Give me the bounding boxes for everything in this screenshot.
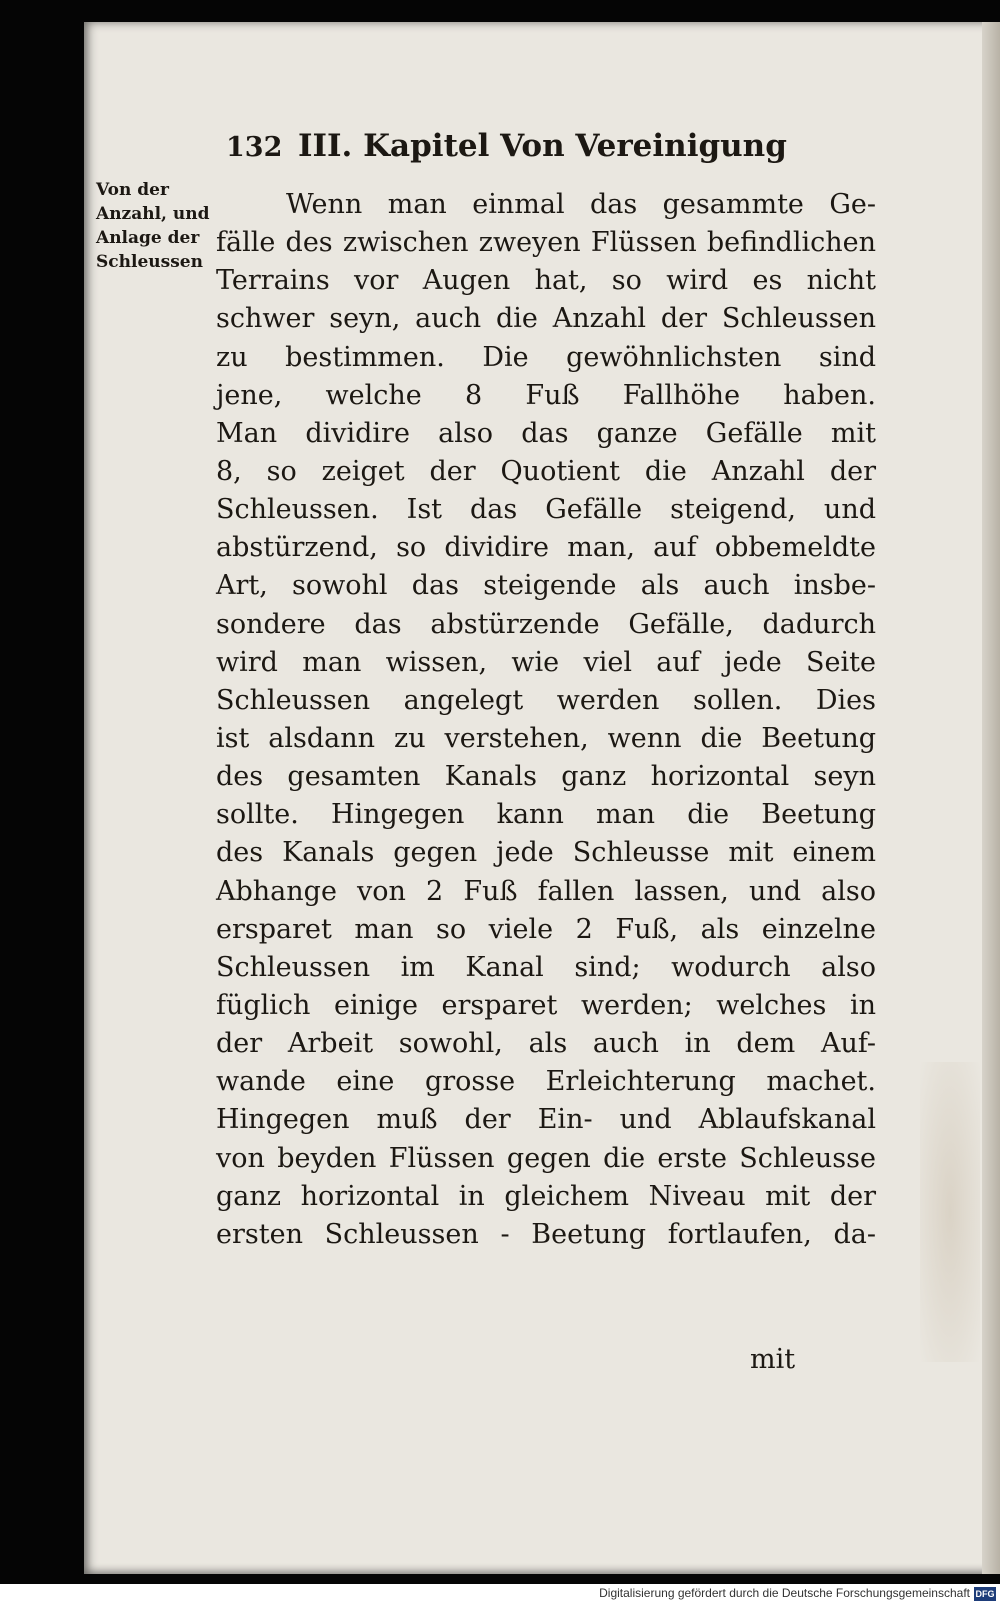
text-line: Hingegen muß der Ein- und Ablaufskanal: [216, 1104, 876, 1136]
text-line: schwer seyn, auch die Anzahl der Schleussen: [216, 303, 876, 335]
text-line: Schleussen angelegt werden sollen. Dies: [216, 684, 876, 716]
text-line: wande eine grosse Erleichterung machet.: [216, 1066, 876, 1098]
paper-stain: [920, 1062, 980, 1362]
text-line: ist alsdann zu verstehen, wenn die Beetung: [216, 722, 876, 754]
text-line: füglich einige ersparet werden; welches in: [216, 989, 876, 1021]
text-line: Abhange von 2 Fuß fallen lassen, und also: [216, 875, 876, 907]
text-line: zu bestimmen. Die gewöhnlichsten sind: [216, 341, 876, 373]
marginal-note: Von der Anzahl, und Anlage der Schleussen: [96, 180, 210, 272]
text-line: des gesamten Kanals ganz horizontal seyn: [216, 761, 876, 793]
running-title: III. Kapitel Von Vereinigung: [298, 128, 787, 164]
text-line: ersten Schleussen - Beetung fortlaufen, da-: [216, 1218, 876, 1250]
page-header: [226, 128, 876, 164]
text-line: Man dividire also das ganze Gefälle mit: [216, 417, 876, 449]
text-line: jene, welche 8 Fuß Fallhöhe haben.: [216, 379, 876, 411]
dfg-logo: DFG: [975, 1589, 995, 1599]
body-text: [216, 186, 876, 1254]
text-line: abstürzend, so dividire man, auf obbemeldte: [216, 532, 876, 564]
text-line: Terrains vor Augen hat, so wird es nicht: [216, 265, 876, 297]
text-line: sollte. Hingegen kann man die Beetung: [216, 799, 876, 831]
text-line: des Kanals gegen jede Schleusse mit einem: [216, 837, 876, 869]
text-line: ganz horizontal in gleichem Niveau mit der: [216, 1180, 876, 1212]
text-line: Schleussen. Ist das Gefälle steigend, und: [216, 494, 876, 526]
text-line: 8, so zeiget der Quotient die Anzahl der: [216, 455, 876, 487]
catchword: mit: [750, 1344, 796, 1375]
text-line: sondere das abstürzende Gefälle, dadurch: [216, 608, 876, 640]
text-line: von beyden Flüssen gegen die erste Schleusse: [216, 1142, 876, 1174]
text-line: ersparet man so viele 2 Fuß, als einzelne: [216, 913, 876, 945]
page-edge: [982, 22, 1000, 1574]
text-line: fälle des zwischen zweyen Flüssen befindlichen: [216, 227, 876, 259]
page-number: 132: [226, 132, 283, 163]
text-line: Schleussen im Kanal sind; wodurch also: [216, 951, 876, 983]
text-line: wird man wissen, wie viel auf jede Seite: [216, 646, 876, 678]
text-line: der Arbeit sowohl, als auch in dem Auf-: [216, 1028, 876, 1060]
footer-bar: [0, 1584, 1000, 1605]
text-line: Wenn man einmal das gesammte Ge-: [286, 189, 876, 220]
funding-credit: Digitalisierung gefördert durch die Deutsche Forschungsgemeinschaft: [599, 1586, 970, 1600]
text-line: Art, sowohl das steigende als auch insbe-: [216, 570, 876, 602]
